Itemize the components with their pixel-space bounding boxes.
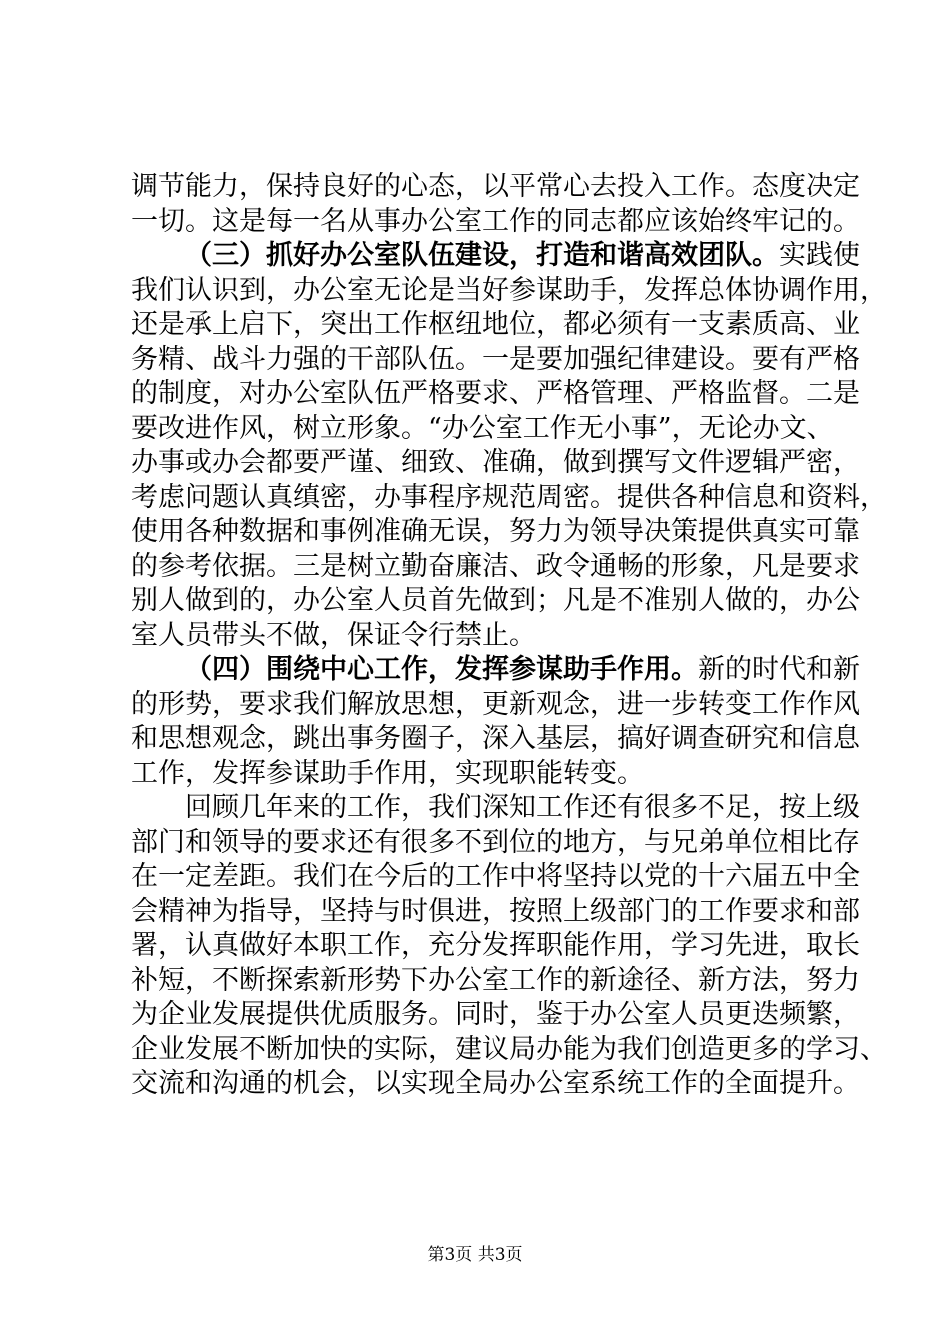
text-line: 要改进作风，树立形象。“办公室工作无小事”，无论办文、 [131,412,834,444]
text-line: 交流和沟通的机会，以实现全局办公室系统工作的全面提升。 [131,1068,860,1099]
text-line: 我们认识到，办公室无论是当好参谋助手，发挥总体协调作用， [131,274,887,306]
section-heading-4: （四）围绕中心工作，发挥参谋助手作用。 [185,654,698,685]
text-line: 调节能力，保持良好的心态，以平常心去投入工作。态度决定 [131,171,860,202]
text-line: 工作，发挥参谋助手作用，实现职能转变。 [131,757,644,789]
paragraph-first-line: 回顾几年来的工作，我们深知工作还有很多不足，按上级 [185,792,860,823]
text-line: 的形势，要求我们解放思想，更新观念，进一步转变工作作风 [131,688,860,720]
text-line: 补短，不断探索新形势下办公室工作的新途径、新方法，努力 [131,964,860,996]
text-line: 使用各种数据和事例准确无误，努力为领导决策提供真实可靠 [131,516,860,547]
text-line: 一切。这是每一名从事办公室工作的同志都应该始终牢记的。 [131,205,860,237]
text-line: 署，认真做好本职工作，充分发挥职能作用，学习先进，取长 [131,930,860,961]
text-line: 和思想观念，跳出事务圈子，深入基层，搞好调查研究和信息 [131,723,860,754]
text-line: 考虑问题认真缜密，办事程序规范周密。提供各种信息和资料， [131,481,887,513]
page-number-footer: 第3页 共3页 [427,1245,523,1265]
text-line: 的制度，对办公室队伍严格要求、严格管理、严格监督。二是 [131,378,860,409]
document-body [131,170,887,1102]
paragraph-first-line [131,653,860,688]
text-line: 别人做到的，办公室人员首先做到；凡是不准别人做的，办公 [131,585,860,616]
text-line: 企业发展不断加快的实际，建议局办能为我们创造更多的学习、 [131,1033,887,1065]
text-line: 部门和领导的要求还有很多不到位的地方，与兄弟单位相比存 [131,826,860,858]
text-run: 实践使 [779,240,860,271]
text-line: 室人员带头不做，保证令行禁止。 [131,619,536,651]
section-heading-3: （三）抓好办公室队伍建设，打造和谐高效团队。 [185,240,779,271]
text-line: 办事或办会都要严谨、细致、准确，做到撰写文件逻辑严密， [131,447,860,478]
text-run: 新的时代和新 [698,654,860,685]
text-line: 的参考依据。三是树立勤奋廉洁、政令通畅的形象，凡是要求 [131,550,860,582]
text-line: 务精、战斗力强的干部队伍。一是要加强纪律建设。要有严格 [131,343,860,375]
text-line: 为企业发展提供优质服务。同时，鉴于办公室人员更迭频繁， [131,999,860,1030]
text-line: 还是承上启下，突出工作枢纽地位，都必须有一支素质高、业 [131,309,860,340]
text-line: 在一定差距。我们在今后的工作中将坚持以党的十六届五中全 [131,861,860,892]
text-line: 会精神为指导，坚持与时俱进，按照上级部门的工作要求和部 [131,895,860,927]
paragraph-first-line [131,239,860,274]
